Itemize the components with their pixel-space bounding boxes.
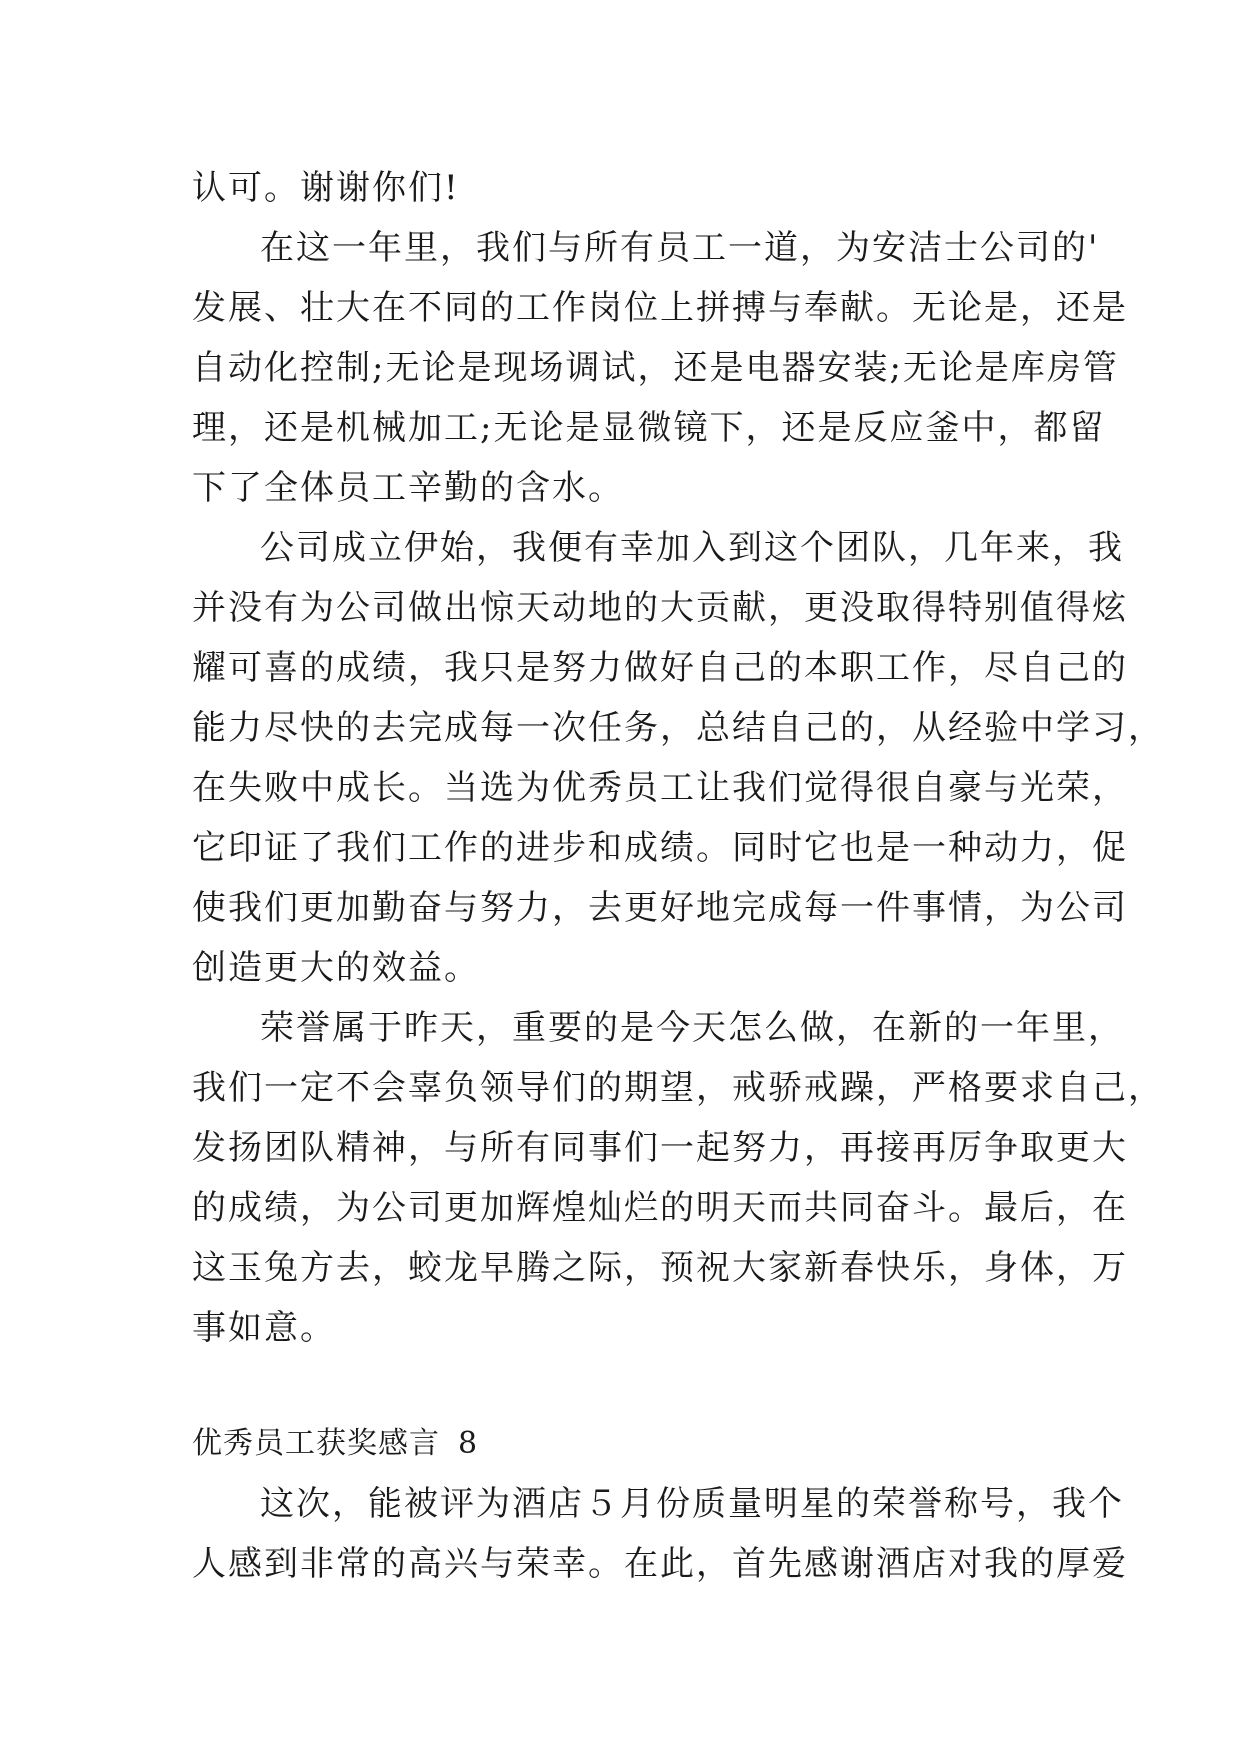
paragraph-year-review bbox=[192, 218, 1128, 518]
text-line: 认可。谢谢你们! bbox=[192, 168, 460, 208]
text-line: 公司成立伊始，我便有幸加入到这个团队，几年来，我 bbox=[260, 528, 1124, 568]
text-line: 理，还是机械加工;无论是显微镜下，还是反应釜中，都留 bbox=[192, 408, 1106, 448]
paragraph-new-year bbox=[192, 998, 1164, 1358]
text-line: 创造更大的效益。 bbox=[192, 948, 480, 988]
text-line: 自动化控制;无论是现场调试，还是电器安装;无论是库房管 bbox=[192, 348, 1119, 388]
text-line: 我们一定不会辜负领导们的期望，戒骄戒躁，严格要求自己， bbox=[192, 1068, 1164, 1108]
text-line: 使我们更加勤奋与努力，去更好地完成每一件事情，为公司 bbox=[192, 888, 1128, 928]
text-line: 荣誉属于昨天，重要的是今天怎么做，在新的一年里， bbox=[260, 1008, 1124, 1048]
text-line: 下了全体员工辛勤的含水。 bbox=[192, 468, 624, 508]
text-line: 发展、壮大在不同的工作岗位上拼搏与奉献。无论是，还是 bbox=[192, 288, 1128, 328]
paragraph-joining-team bbox=[192, 518, 1164, 998]
text-line: 事如意。 bbox=[192, 1308, 336, 1348]
text-line: 这次，能被评为酒店５月份质量明星的荣誉称号，我个 bbox=[260, 1484, 1124, 1524]
text-line: 它印证了我们工作的进步和成绩。同时它也是一种动力，促 bbox=[192, 828, 1128, 868]
paragraph-quality-star bbox=[192, 1474, 1128, 1594]
text-line: 在这一年里，我们与所有员工一道，为安洁士公司的' bbox=[260, 228, 1100, 268]
text-line: 这玉兔方去，蛟龙早腾之际，预祝大家新春快乐，身体，万 bbox=[192, 1248, 1128, 1288]
text-line: 能力尽快的去完成每一次任务，总结自己的，从经验中学习， bbox=[192, 708, 1164, 748]
text-line: 耀可喜的成绩，我只是努力做好自己的本职工作，尽自己的 bbox=[192, 648, 1128, 688]
section-heading bbox=[192, 1414, 1062, 1474]
text-line: 发扬团队精神，与所有同事们一起努力，再接再厉争取更大 bbox=[192, 1128, 1128, 1168]
text-line: 人感到非常的高兴与荣幸。在此，首先感谢酒店对我的厚爱 bbox=[192, 1544, 1128, 1584]
section-number: 8 bbox=[458, 1426, 479, 1461]
section-title: 优秀员工获奖感言 bbox=[192, 1426, 440, 1461]
paragraph-closing bbox=[192, 158, 1062, 218]
text-line: 在失败中成长。当选为优秀员工让我们觉得很自豪与光荣， bbox=[192, 768, 1128, 808]
text-line: 的成绩，为公司更加辉煌灿烂的明天而共同奋斗。最后，在 bbox=[192, 1188, 1128, 1228]
text-line: 并没有为公司做出惊天动地的大贡献，更没取得特别值得炫 bbox=[192, 588, 1128, 628]
document-page bbox=[192, 158, 1164, 1594]
